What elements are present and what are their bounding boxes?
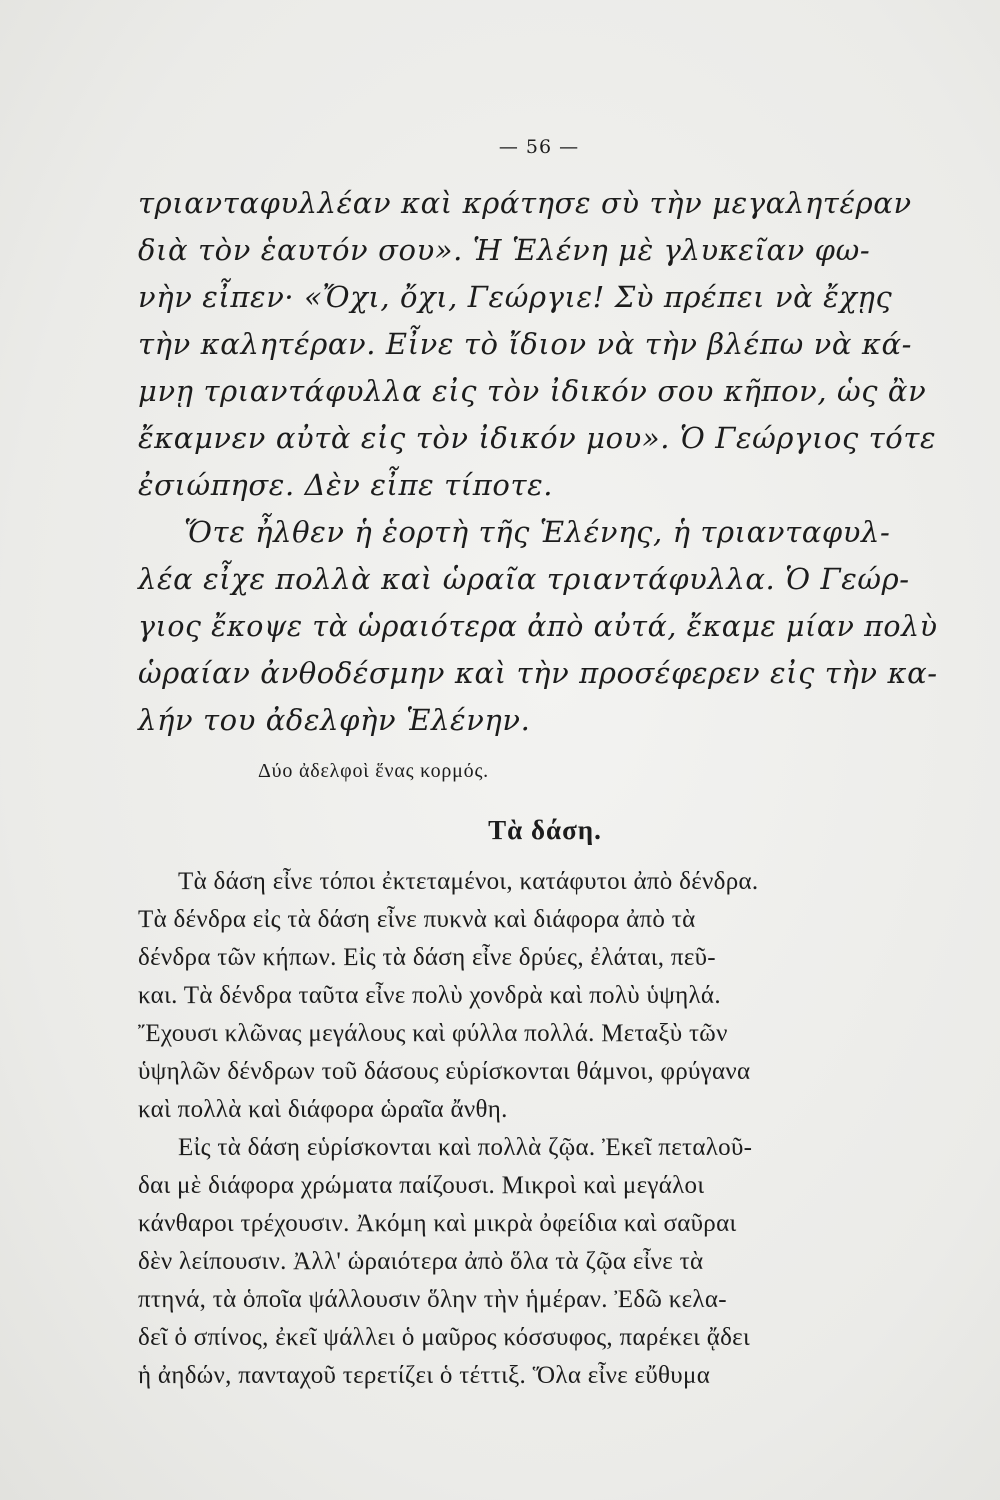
forest-line: δεῖ ὁ σπίνος, ἐκεῖ ψάλλει ὁ μαῦρος κόσσυφος, παρέκει ᾄδει [138, 1324, 750, 1351]
picture-caption: Δύο ἀδελφοὶ ἕνας κορμός. [258, 760, 489, 782]
story-line: ἔκαμνεν αὐτὰ εἰς τὸν ἰδικόν μου». Ὁ Γεώργιος τότε [138, 421, 937, 455]
page-number: — 56 — [498, 136, 580, 158]
forest-line: ἡ ἀηδών, πανταχοῦ τερετίζει ὁ τέττιξ. Ὅλα εἶνε εὔθυμα [138, 1362, 711, 1389]
forest-line: πτηνά, τὰ ὁποῖα ψάλλουσιν ὅλην τὴν ἡμέραν. Ἐδῶ κελα- [138, 1286, 727, 1313]
forest-line: καὶ πολλὰ καὶ διάφορα ὡραῖα ἄνθη. [138, 1096, 508, 1123]
story-line: διὰ τὸν ἑαυτόν σου». Ἡ Ἑλένη μὲ γλυκεῖαν φω- [138, 233, 871, 267]
story-line: μνῃ τριαντάφυλλα εἰς τὸν ἰδικόν σου κῆπον, ὡς ἂν [138, 374, 927, 408]
story-line: ἐσιώπησε. Δὲν εἶπε τίποτε. [138, 468, 554, 502]
story-line: λέα εἶχε πολλὰ καὶ ὡραῖα τριαντάφυλλα. Ὁ Γεώρ- [138, 562, 910, 596]
section-title: Τὰ δάση. [488, 815, 602, 845]
forest-line: δαι μὲ διάφορα χρώματα παίζουσι. Μικροὶ καὶ μεγάλοι [138, 1172, 705, 1199]
story-line: νὴν εἶπεν· «Ὄχι, ὄχι, Γεώργιε! Σὺ πρέπει νὰ ἔχῃς [138, 280, 893, 314]
story-line: ὡραίαν ἀνθοδέσμην καὶ τὴν προσέφερεν εἰς τὴν κα- [138, 656, 938, 690]
forest-line: κάνθαροι τρέχουσιν. Ἀκόμη καὶ μικρὰ ὀφείδια καὶ σαῦραι [138, 1210, 737, 1237]
forest-line: δὲν λείπουσιν. Ἀλλ' ὡραιότερα ἀπὸ ὅλα τὰ ζῷα εἶνε τὰ [138, 1248, 704, 1275]
forest-line: και. Τὰ δένδρα ταῦτα εἶνε πολὺ χονδρὰ καὶ πολὺ ὑψηλά. [138, 982, 721, 1009]
forest-line: δένδρα τῶν κήπων. Εἰς τὰ δάση εἶνε δρύες, ἐλάται, πεῦ- [138, 944, 716, 971]
story-line: τριανταφυλλέαν καὶ κράτησε σὺ τὴν μεγαλητέραν [138, 186, 912, 220]
forest-line: Ἔχουσι κλῶνας μεγάλους καὶ φύλλα πολλά. Μεταξὺ τῶν [138, 1020, 728, 1047]
story-line: λήν του ἀδελφὴν Ἑλένην. [138, 703, 531, 737]
story-line: γιος ἔκοψε τὰ ὡραιότερα ἀπὸ αὐτά, ἔκαμε μίαν πολὺ [138, 609, 938, 643]
forest-line: Τὰ δάση εἶνε τόποι ἐκτεταμένοι, κατάφυτοι ἀπὸ δένδρα. [178, 868, 759, 895]
story-line: Ὅτε ἦλθεν ἡ ἑορτὴ τῆς Ἑλένης, ἡ τριανταφυλ- [184, 515, 891, 549]
forest-line: ὑψηλῶν δένδρων τοῦ δάσους εὑρίσκονται θάμνοι, φρύγανα [138, 1058, 751, 1085]
forest-line: Τὰ δένδρα εἰς τὰ δάση εἶνε πυκνὰ καὶ διάφορα ἀπὸ τὰ [138, 906, 696, 933]
story-line: τὴν καλητέραν. Εἶνε τὸ ἴδιον νὰ τὴν βλέπω νὰ κά- [138, 327, 913, 361]
forest-line: Εἰς τὰ δάση εὑρίσκονται καὶ πολλὰ ζῷα. Ἐκεῖ πεταλοῦ- [178, 1134, 753, 1161]
